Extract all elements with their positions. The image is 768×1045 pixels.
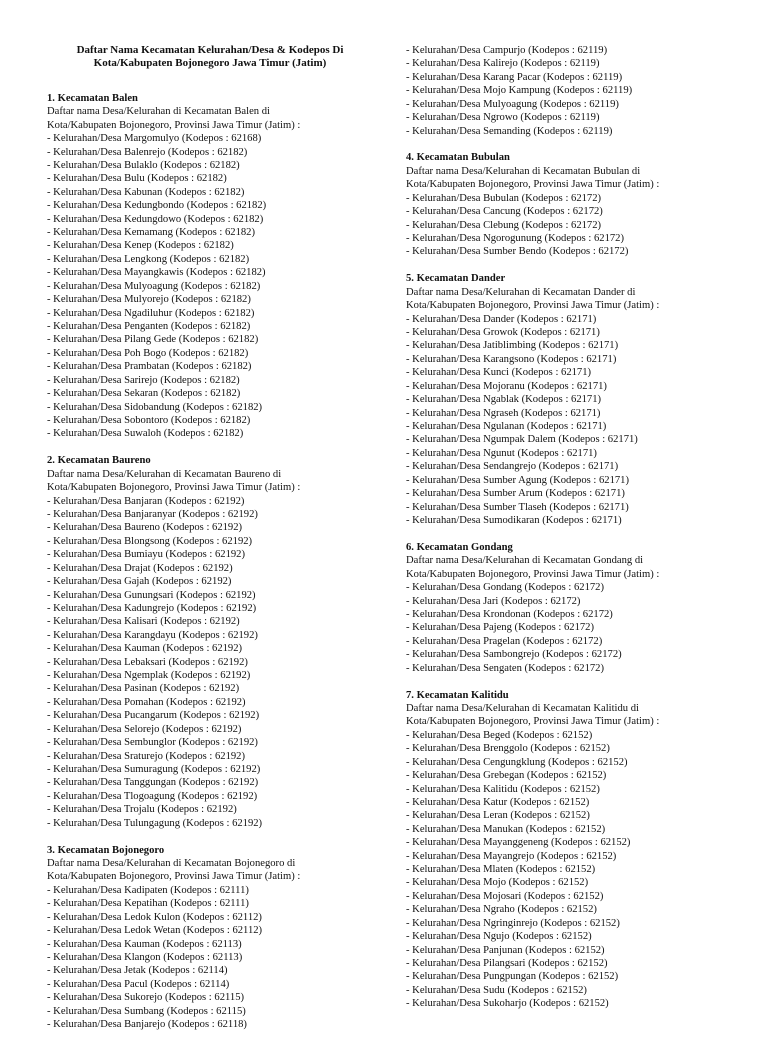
list-item: - Kelurahan/Desa Ngablak (Kodepos : 62171)	[406, 394, 602, 406]
list-item: - Kelurahan/Desa Drajat (Kodepos : 62192)	[47, 562, 233, 574]
list-item: - Kelurahan/Desa Ngraho (Kodepos : 62152)	[406, 904, 597, 916]
list-item: - Kelurahan/Desa Blongsong (Kodepos : 62192)	[47, 535, 253, 547]
list-item: - Kelurahan/Desa Pragelan (Kodepos : 62172)	[406, 635, 603, 647]
section-heading: 4. Kecamatan Bubulan	[406, 152, 510, 164]
kecamatan-section	[406, 689, 746, 1011]
list-item: - Kelurahan/Desa Bubulan (Kodepos : 62172)	[406, 192, 602, 204]
document-title	[47, 44, 365, 71]
list-item: - Kelurahan/Desa Mulyoagung (Kodepos : 62182)	[47, 280, 261, 292]
list-item: - Kelurahan/Desa Manukan (Kodepos : 62152)	[406, 823, 606, 835]
list-item: - Kelurahan/Desa Panjunan (Kodepos : 62152)	[406, 944, 605, 956]
section-intro: Kota/Kabupaten Bojonegoro, Provinsi Jawa Timur (Jatim) :	[406, 300, 660, 312]
list-item: - Kelurahan/Desa Penganten (Kodepos : 62182)	[47, 320, 251, 332]
list-item: - Kelurahan/Desa Kauman (Kodepos : 62113)	[47, 938, 242, 950]
list-item: - Kelurahan/Desa Tanggungan (Kodepos : 62192)	[47, 777, 259, 789]
left-column	[47, 44, 365, 1045]
list-item: - Kelurahan/Desa Pacul (Kodepos : 62114)	[47, 978, 230, 990]
list-item: - Kelurahan/Desa Campurjo (Kodepos : 62119)	[406, 45, 608, 56]
title-line-2: Kota/Kabupaten Bojonegoro Jawa Timur (Jatim)	[93, 57, 327, 70]
list-item: - Kelurahan/Desa Kalitidu (Kodepos : 62152)	[406, 783, 600, 795]
list-item: - Kelurahan/Desa Sarirejo (Kodepos : 62182)	[47, 374, 240, 386]
list-item: - Kelurahan/Desa Ngulanan (Kodepos : 62171)	[406, 420, 607, 432]
list-item: - Kelurahan/Desa Kadungrejo (Kodepos : 62192)	[47, 602, 257, 614]
list-item: - Kelurahan/Desa Banjaran (Kodepos : 62192)	[47, 495, 245, 507]
list-item: - Kelurahan/Desa Mayangrejo (Kodepos : 62152)	[406, 850, 617, 862]
left-sections	[47, 92, 365, 1032]
list-item: - Kelurahan/Desa Grebegan (Kodepos : 62152)	[406, 770, 607, 782]
list-item: - Kelurahan/Desa Ledok Kulon (Kodepos : 62112)	[47, 911, 262, 923]
list-item: - Kelurahan/Desa Lengkong (Kodepos : 62182)	[47, 253, 250, 265]
list-item: - Kelurahan/Desa Ngunut (Kodepos : 62171)	[406, 447, 597, 459]
list-item: - Kelurahan/Desa Kemamang (Kodepos : 62182)	[47, 227, 255, 239]
list-item: - Kelurahan/Desa Mulyorejo (Kodepos : 62182)	[47, 294, 251, 306]
list-item: - Kelurahan/Desa Balenrejo (Kodepos : 62182)	[47, 146, 248, 158]
list-item: - Kelurahan/Desa Sukoharjo (Kodepos : 62152)	[406, 998, 609, 1010]
list-item: - Kelurahan/Desa Pilangsari (Kodepos : 62152)	[406, 958, 608, 969]
kecamatan-section	[47, 92, 365, 441]
list-item: - Kelurahan/Desa Sembunglor (Kodepos : 62192)	[47, 737, 258, 749]
list-item: - Kelurahan/Desa Selorejo (Kodepos : 62192)	[47, 723, 242, 735]
section-heading: 1. Kecamatan Balen	[47, 92, 138, 104]
list-item: - Kelurahan/Desa Banjarejo (Kodepos : 62118)	[47, 1019, 247, 1031]
list-item: - Kelurahan/Desa Kenep (Kodepos : 62182)	[47, 240, 234, 252]
list-item: - Kelurahan/Desa Mojoranu (Kodepos : 62171)	[406, 380, 607, 392]
section-intro: Kota/Kabupaten Bojonegoro, Provinsi Jawa Timur (Jatim) :	[47, 119, 301, 131]
section-heading: 5. Kecamatan Dander	[406, 273, 506, 285]
title-line-1: Daftar Nama Kecamatan Kelurahan/Desa & Kodepos Di	[76, 44, 344, 56]
list-item: - Kelurahan/Desa Karangdayu (Kodepos : 62192)	[47, 629, 258, 641]
list-item: - Kelurahan/Desa Karang Pacar (Kodepos : 62119)	[406, 71, 623, 83]
section-intro: Daftar nama Desa/Kelurahan di Kecamatan Balen di	[47, 106, 270, 118]
list-item: - Kelurahan/Desa Jari (Kodepos : 62172)	[406, 595, 581, 607]
list-item: - Kelurahan/Desa Ngumpak Dalem (Kodepos : 62171)	[406, 434, 638, 446]
list-item: - Kelurahan/Desa Mayangkawis (Kodepos : 62182)	[47, 267, 266, 279]
list-item: - Kelurahan/Desa Leran (Kodepos : 62152)	[406, 810, 590, 822]
section-heading: 2. Kecamatan Baureno	[47, 455, 151, 467]
section-intro: Kota/Kabupaten Bojonegoro, Provinsi Jawa Timur (Jatim) :	[406, 568, 660, 580]
list-item: - Kelurahan/Desa Karangsono (Kodepos : 62171)	[406, 353, 617, 365]
list-item: - Kelurahan/Desa Beged (Kodepos : 62152)	[406, 729, 593, 741]
kecamatan-section	[406, 541, 746, 675]
list-item: - Kelurahan/Desa Ledok Wetan (Kodepos : 62112)	[47, 925, 263, 937]
list-item: - Kelurahan/Desa Sumuragung (Kodepos : 62192)	[47, 763, 261, 775]
list-item: - Kelurahan/Desa Poh Bogo (Kodepos : 62182)	[47, 347, 249, 359]
list-item: - Kelurahan/Desa Sumber Arum (Kodepos : 62171)	[406, 488, 625, 500]
list-item: - Kelurahan/Desa Pilang Gede (Kodepos : 62182)	[47, 334, 259, 346]
list-item: - Kelurahan/Desa Pajeng (Kodepos : 62172)	[406, 622, 594, 634]
list-item: - Kelurahan/Desa Ngorogunung (Kodepos : 62172)	[406, 232, 625, 244]
list-item: - Kelurahan/Desa Ngadiluhur (Kodepos : 62182)	[47, 307, 255, 319]
list-item: - Kelurahan/Desa Jatiblimbing (Kodepos : 62171)	[406, 340, 619, 352]
list-item: - Kelurahan/Desa Kabunan (Kodepos : 62182)	[47, 186, 245, 198]
right-column	[406, 44, 746, 1024]
section-intro: Kota/Kabupaten Bojonegoro, Provinsi Jawa Timur (Jatim) :	[406, 716, 660, 728]
right-sections	[406, 44, 746, 1011]
list-item: - Kelurahan/Desa Margomulyo (Kodepos : 62168)	[47, 133, 262, 145]
list-item: - Kelurahan/Desa Kalirejo (Kodepos : 62119)	[406, 58, 600, 70]
list-item: - Kelurahan/Desa Pasinan (Kodepos : 62192)	[47, 683, 240, 695]
section-intro: Daftar nama Desa/Kelurahan di Kecamatan Bubulan di	[406, 165, 641, 177]
list-item: - Kelurahan/Desa Sambongrejo (Kodepos : 62172)	[406, 649, 622, 661]
list-item: - Kelurahan/Desa Kadipaten (Kodepos : 62111)	[47, 884, 249, 896]
list-item: - Kelurahan/Desa Growok (Kodepos : 62171)	[406, 327, 600, 339]
list-item: - Kelurahan/Desa Ngrowo (Kodepos : 62119)	[406, 112, 600, 124]
list-item: - Kelurahan/Desa Brenggolo (Kodepos : 62152)	[406, 743, 610, 755]
list-item: - Kelurahan/Desa Jetak (Kodepos : 62114)	[47, 965, 228, 977]
list-item: - Kelurahan/Desa Mojo (Kodepos : 62152)	[406, 877, 589, 889]
list-item: - Kelurahan/Desa Lebaksari (Kodepos : 62192)	[47, 656, 248, 668]
list-item: - Kelurahan/Desa Gajah (Kodepos : 62192)	[47, 576, 232, 588]
list-item: - Kelurahan/Desa Sukorejo (Kodepos : 62115)	[47, 992, 245, 1004]
section-intro: Kota/Kabupaten Bojonegoro, Provinsi Jawa Timur (Jatim) :	[47, 871, 301, 883]
kecamatan-section	[47, 844, 365, 1032]
list-item: - Kelurahan/Desa Pomahan (Kodepos : 62192)	[47, 696, 246, 708]
list-item: - Kelurahan/Desa Sudu (Kodepos : 62152)	[406, 984, 587, 996]
list-item: - Kelurahan/Desa Clebung (Kodepos : 62172)	[406, 219, 602, 231]
list-item: - Kelurahan/Desa Pucangarum (Kodepos : 62192)	[47, 710, 260, 722]
kecamatan-section	[406, 272, 746, 527]
list-item: - Kelurahan/Desa Kauman (Kodepos : 62192)	[47, 643, 243, 655]
list-item: - Kelurahan/Desa Prambatan (Kodepos : 62182)	[47, 361, 252, 373]
list-item: - Kelurahan/Desa Klangon (Kodepos : 62113)	[47, 951, 243, 963]
list-item: - Kelurahan/Desa Kedungbondo (Kodepos : 62182)	[47, 200, 267, 212]
section-intro: Kota/Kabupaten Bojonegoro, Provinsi Jawa Timur (Jatim) :	[47, 482, 301, 494]
list-item: - Kelurahan/Desa Ngringinrejo (Kodepos : 62152)	[406, 917, 620, 929]
list-item: - Kelurahan/Desa Kedungdowo (Kodepos : 62182)	[47, 213, 264, 225]
list-item: - Kelurahan/Desa Sumbang (Kodepos : 62115)	[47, 1005, 246, 1017]
list-item: - Kelurahan/Desa Ngujo (Kodepos : 62152)	[406, 931, 592, 943]
section-intro: Daftar nama Desa/Kelurahan di Kecamatan Baureno di	[47, 468, 282, 480]
list-item: - Kelurahan/Desa Sumodikaran (Kodepos : 62171)	[406, 514, 622, 526]
list-item: - Kelurahan/Desa Ngraseh (Kodepos : 62171)	[406, 407, 601, 419]
section-heading: 3. Kecamatan Bojonegoro	[47, 844, 165, 856]
list-item: - Kelurahan/Desa Baureno (Kodepos : 62192)	[47, 522, 243, 534]
list-item: - Kelurahan/Desa Bulaklo (Kodepos : 62182)	[47, 159, 240, 171]
list-item: - Kelurahan/Desa Kalisari (Kodepos : 62192)	[47, 616, 240, 628]
list-item: - Kelurahan/Desa Mojo Kampung (Kodepos : 62119)	[406, 85, 633, 97]
list-item: - Kelurahan/Desa Mojosari (Kodepos : 62152)	[406, 890, 604, 902]
list-item: - Kelurahan/Desa Kunci (Kodepos : 62171)	[406, 367, 592, 379]
list-item: - Kelurahan/Desa Suwaloh (Kodepos : 62182)	[47, 428, 244, 440]
list-item: - Kelurahan/Desa Sendangrejo (Kodepos : 62171)	[406, 461, 619, 473]
list-item: - Kelurahan/Desa Cancung (Kodepos : 62172)	[406, 206, 603, 218]
list-item: - Kelurahan/Desa Kepatihan (Kodepos : 62111)	[47, 898, 249, 910]
list-item: - Kelurahan/Desa Gunungsari (Kodepos : 62192)	[47, 589, 256, 601]
kecamatan-section	[406, 44, 746, 138]
section-intro: Kota/Kabupaten Bojonegoro, Provinsi Jawa Timur (Jatim) :	[406, 179, 660, 191]
list-item: - Kelurahan/Desa Mulyoagung (Kodepos : 62119)	[406, 98, 619, 110]
list-item: - Kelurahan/Desa Sumber Tlaseh (Kodepos : 62171)	[406, 501, 629, 513]
list-item: - Kelurahan/Desa Sidobandung (Kodepos : 62182)	[47, 401, 263, 413]
section-heading: 6. Kecamatan Gondang	[406, 541, 513, 553]
list-item: - Kelurahan/Desa Bulu (Kodepos : 62182)	[47, 173, 227, 185]
list-item: - Kelurahan/Desa Sumber Agung (Kodepos : 62171)	[406, 474, 630, 486]
list-item: - Kelurahan/Desa Bumiayu (Kodepos : 62192)	[47, 549, 245, 561]
section-intro: Daftar nama Desa/Kelurahan di Kecamatan Kalitidu di	[406, 702, 639, 714]
list-item: - Kelurahan/Desa Pungpungan (Kodepos : 62152)	[406, 971, 619, 983]
list-item: - Kelurahan/Desa Cengungklung (Kodepos : 62152)	[406, 756, 628, 768]
section-intro: Daftar nama Desa/Kelurahan di Kecamatan Bojonegoro di	[47, 858, 296, 870]
list-item: - Kelurahan/Desa Tlogoagung (Kodepos : 62192)	[47, 790, 258, 802]
section-heading: 7. Kecamatan Kalitidu	[406, 689, 509, 701]
list-item: - Kelurahan/Desa Tulungagung (Kodepos : 62192)	[47, 817, 263, 829]
list-item: - Kelurahan/Desa Sobontoro (Kodepos : 62182)	[47, 414, 251, 426]
list-item: - Kelurahan/Desa Sumber Bendo (Kodepos : 62172)	[406, 246, 629, 258]
list-item: - Kelurahan/Desa Sekaran (Kodepos : 62182)	[47, 388, 241, 400]
list-item: - Kelurahan/Desa Semanding (Kodepos : 62119)	[406, 125, 613, 137]
list-item: - Kelurahan/Desa Katur (Kodepos : 62152)	[406, 796, 590, 808]
list-item: - Kelurahan/Desa Trojalu (Kodepos : 62192)	[47, 804, 237, 816]
list-item: - Kelurahan/Desa Gondang (Kodepos : 62172)	[406, 582, 604, 594]
list-item: - Kelurahan/Desa Dander (Kodepos : 62171)	[406, 313, 597, 325]
kecamatan-section	[406, 151, 746, 258]
section-intro: Daftar nama Desa/Kelurahan di Kecamatan Gondang di	[406, 555, 644, 567]
list-item: - Kelurahan/Desa Sengaten (Kodepos : 62172)	[406, 662, 604, 674]
list-item: - Kelurahan/Desa Krondonan (Kodepos : 62172)	[406, 608, 613, 620]
list-item: - Kelurahan/Desa Banjaranyar (Kodepos : 62192)	[47, 508, 258, 520]
list-item: - Kelurahan/Desa Mayanggeneng (Kodepos : 62152)	[406, 837, 631, 849]
kecamatan-section	[47, 454, 365, 830]
section-intro: Daftar nama Desa/Kelurahan di Kecamatan Dander di	[406, 286, 636, 298]
list-item: - Kelurahan/Desa Ngemplak (Kodepos : 62192)	[47, 670, 251, 682]
list-item: - Kelurahan/Desa Mlaten (Kodepos : 62152)	[406, 864, 596, 876]
list-item: - Kelurahan/Desa Sraturejo (Kodepos : 62192)	[47, 750, 245, 762]
